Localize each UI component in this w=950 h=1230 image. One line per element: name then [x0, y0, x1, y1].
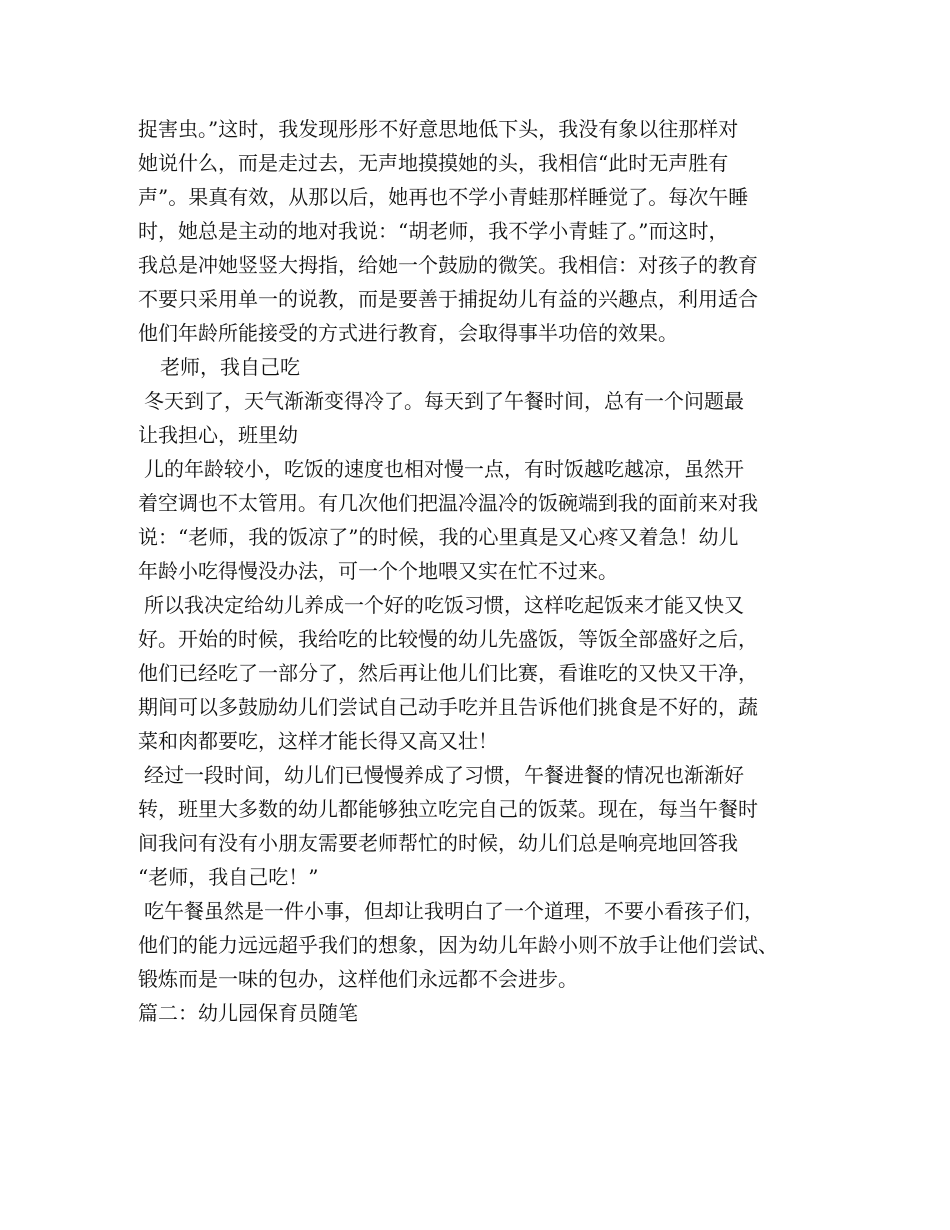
- text-line: 儿的年龄较小，吃饭的速度也相对慢一点，有时饭越吃越凉，虽然开: [144, 457, 744, 481]
- text-line: 着空调也不太管用。有几次他们把温冷温冷的饭碗端到我的面前来对我: [138, 491, 758, 515]
- text-line: 菜和肉都要吃，这样才能长得又高又壮！: [138, 729, 498, 753]
- text-line: 说：“老师，我的饭凉了”的时候，我的心里真是又心疼又着急！幼儿: [138, 525, 739, 549]
- text-line: 时，她总是主动的地对我说：“胡老师，我不学小青蛙了。”而这时，: [138, 219, 729, 243]
- paragraph-start-line: 吃午餐虽然是一件小事，但却让我明白了一个道理，不要小看孩子们，: [144, 899, 764, 923]
- text-line: 她说什么，而是走过去，无声地摸摸她的头，我相信“此时无声胜有: [138, 151, 729, 175]
- document-body: [138, 112, 828, 1030]
- text-line: 转，班里大多数的幼儿都能够独立吃完自己的饭菜。现在，每当午餐时: [138, 797, 758, 821]
- text-line: 不要只采用单一的说教，而是要善于捕捉幼儿有益的兴趣点，利用适合: [138, 287, 758, 311]
- text-line: 锻炼而是一味的包办，这样他们永远都不会进步。: [138, 967, 578, 991]
- text-line: 让我担心，班里幼: [138, 423, 298, 447]
- paragraph-start-line: 冬天到了，天气渐渐变得冷了。每天到了午餐时间，总有一个问题最: [144, 389, 744, 413]
- text-line: 他们的能力远远超乎我们的想象，因为幼儿年龄小则不放手让他们尝试、: [138, 933, 778, 957]
- quote-line: “老师，我自己吃！”: [138, 865, 319, 889]
- text-line: 声”。果真有效，从那以后，她再也不学小青蛙那样睡觉了。每次午睡: [138, 185, 749, 209]
- paragraph-start-line: 经过一段时间，幼儿们已慢慢养成了习惯，午餐进餐的情况也渐渐好: [144, 763, 744, 787]
- paragraph-start-line: 所以我决定给幼儿养成一个好的吃饭习惯，这样吃起饭来才能又快又: [144, 593, 744, 617]
- text-line: 好。开始的时候，我给吃的比较慢的幼儿先盛饭，等饭全部盛好之后，: [138, 627, 758, 651]
- text-line: 捉害虫。”这时，我发现彤彤不好意思地低下头，我没有象以往那样对: [138, 117, 739, 141]
- section-heading: 老师，我自己吃: [160, 355, 300, 379]
- text-line: 我总是冲她竖竖大拇指，给她一个鼓励的微笑。我相信：对孩子的教育: [138, 253, 758, 277]
- text-line: 他们已经吃了一部分了，然后再让他儿们比赛，看谁吃的又快又干净，: [138, 661, 758, 685]
- chapter-heading: 篇二：幼儿园保育员随笔: [138, 1001, 358, 1025]
- text-line: 年龄小吃得慢没办法，可一个个地喂又实在忙不过来。: [138, 559, 618, 583]
- text-line: 他们年龄所能接受的方式进行教育，会取得事半功倍的效果。: [138, 321, 678, 345]
- text-line: 间我问有没有小朋友需要老师帮忙的时候，幼儿们总是响亮地回答我: [138, 831, 738, 855]
- text-line: 期间可以多鼓励幼儿们尝试自己动手吃并且告诉他们挑食是不好的，蔬: [138, 695, 758, 719]
